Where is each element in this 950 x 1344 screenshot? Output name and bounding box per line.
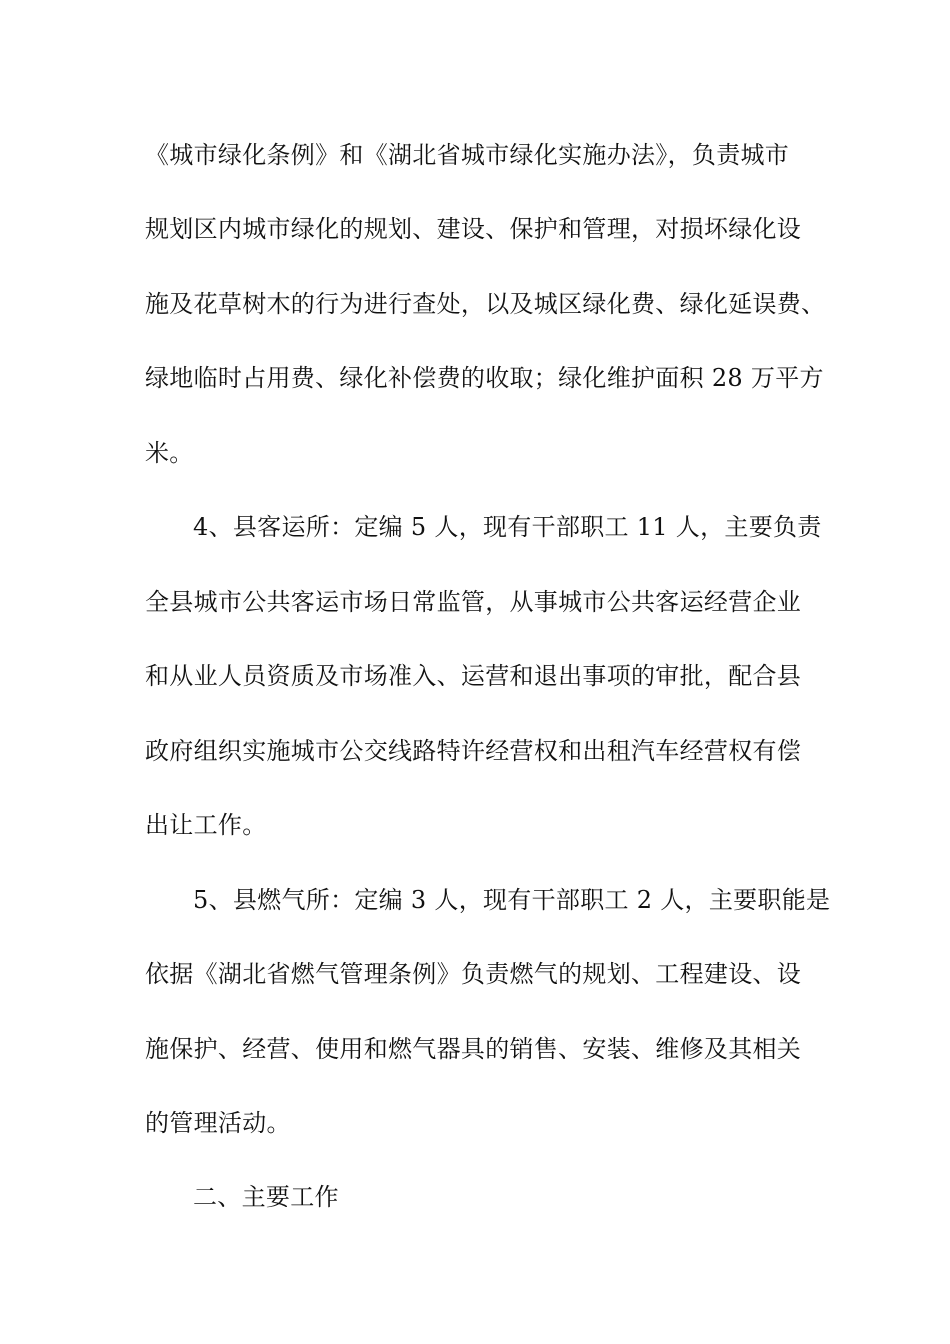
- section-heading: 二、主要工作: [193, 1183, 339, 1211]
- paragraph-line: 米。: [145, 439, 194, 467]
- paragraph-line: 和从业人员资质及市场准入、运营和退出事项的审批，配合县: [145, 662, 802, 690]
- paragraph-line: 政府组织实施城市公交线路特许经营权和出租汽车经营权有偿: [145, 737, 802, 765]
- paragraph-line: 出让工作。: [145, 811, 267, 839]
- paragraph-line: 施保护、经营、使用和燃气器具的销售、安装、维修及其相关: [145, 1035, 802, 1063]
- paragraph-line: 施及花草树木的行为进行查处，以及城区绿化费、绿化延误费、: [145, 290, 826, 318]
- paragraph-line: 的管理活动。: [145, 1109, 291, 1137]
- paragraph-line: 依据《湖北省燃气管理条例》负责燃气的规划、工程建设、设: [145, 960, 802, 988]
- paragraph-line: 4、县客运所：定编 5 人，现有干部职工 11 人，主要负责: [193, 513, 822, 541]
- paragraph-line: 全县城市公共客运市场日常监管，从事城市公共客运经营企业: [145, 588, 802, 616]
- paragraph-line: 5、县燃气所：定编 3 人，现有干部职工 2 人，主要职能是: [193, 886, 831, 914]
- paragraph-line: 《城市绿化条例》和《湖北省城市绿化实施办法》，负责城市: [145, 141, 790, 169]
- paragraph-line: 规划区内城市绿化的规划、建设、保护和管理，对损坏绿化设: [145, 215, 802, 243]
- paragraph-line: 绿地临时占用费、绿化补偿费的收取；绿化维护面积 28 万平方: [145, 364, 824, 392]
